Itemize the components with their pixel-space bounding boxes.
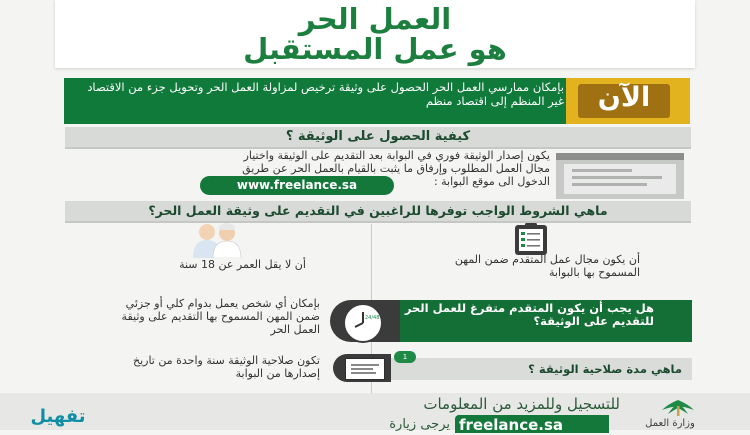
- fulltime-answer-text: بإمكان أي شخص يعمل بدوام كلي أو جزئي ضمن المهن المسموح بها التقديم على وثيقة العمل الحر: [121, 297, 320, 336]
- conditions-section-title: ماهي الشروط الواجب توفرها للراغبين في التقديم على وثيقة العمل الحر؟: [65, 201, 691, 223]
- title-line-1: العمل الحر: [298, 2, 452, 36]
- browser-window-icon: [556, 153, 684, 199]
- validity-question-text: ماهي مدة صلاحية الوثيقة ؟: [528, 362, 682, 376]
- now-badge-label: الآن: [597, 82, 651, 113]
- clipboard-checklist-icon: [513, 222, 549, 256]
- header-banner: [55, 0, 695, 68]
- field-condition-text: أن يكون مجال عمل المتقدم ضمن المهن المسموح بها بالبوابة: [454, 253, 640, 279]
- validity-answer-text: تكون صلاحية الوثيقة سنة واحدة من تاريخ إصدارها من البوابة: [132, 354, 320, 380]
- validity-year-badge: 1: [394, 351, 416, 363]
- validity-question-box: [382, 358, 692, 380]
- ministry-label: وزارة العمل: [645, 418, 695, 429]
- how-section-text: يكون إصدار الوثيقة فوري في البوابة بعد التقديم على الوثيقة واختيار مجال العمل المطلوب وإرفاق ما يثبت بالقيام بالعمل الحر عن طريق الدخول الى موقع البوابة :: [242, 149, 550, 188]
- certificate-icon: [345, 358, 385, 380]
- portal-url-link[interactable]: www.freelance.sa: [200, 176, 394, 195]
- fulltime-question-text: هل يجب أن يكون المتقدم متفرغ للعمل الحر للتقديم على الوثيقة؟: [404, 301, 654, 328]
- how-section-title: كيفية الحصول على الوثيقة ؟: [65, 127, 691, 149]
- now-banner-text: بإمكان ممارسي العمل الحر الحصول على وثيقة ترخيص لمزاولة العمل الحر وتحويل جزء من الاقتصاد غير المنظم إلى اقتصاد منظم: [87, 80, 564, 108]
- title-line-2: هو عمل المستقبل: [243, 32, 507, 66]
- age-condition-text: أن لا يقل العمر عن 18 سنة: [179, 258, 306, 271]
- visit-text: يرجى زيارة: [389, 417, 450, 432]
- people-icon: [185, 222, 247, 258]
- register-text: للتسجيل وللمزيد من المعلومات: [423, 395, 620, 413]
- watermark-text: تفهيل: [30, 406, 86, 427]
- clock-icon: [343, 303, 383, 343]
- footer-url-link[interactable]: freelance.sa: [455, 415, 609, 433]
- clock-label: 24/48: [365, 315, 380, 321]
